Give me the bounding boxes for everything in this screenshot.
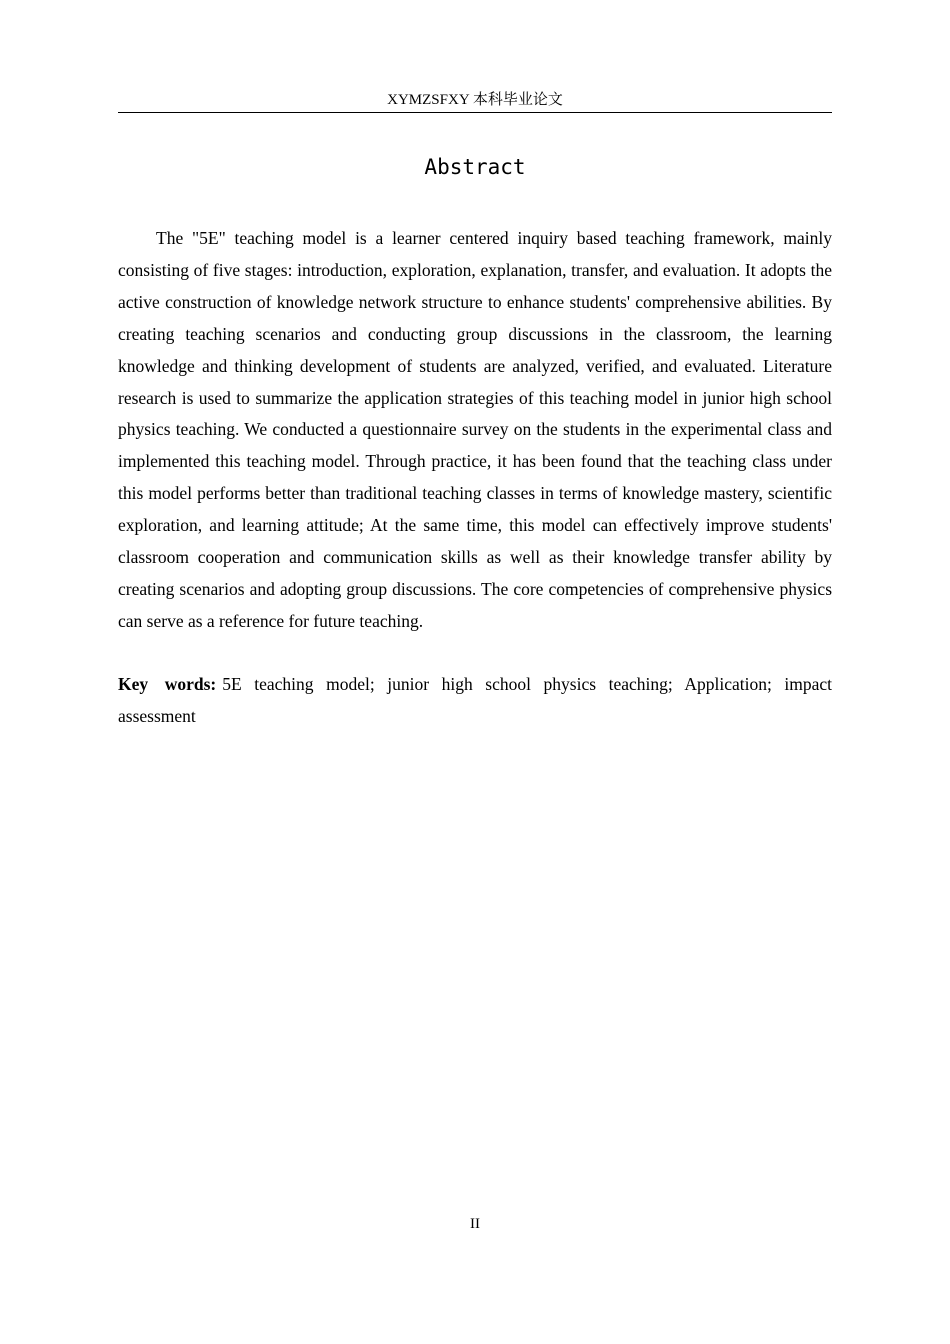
keywords-label: Key words: bbox=[118, 674, 217, 694]
header-divider bbox=[118, 112, 832, 113]
keywords-line bbox=[118, 669, 832, 733]
abstract-title: Abstract bbox=[424, 155, 526, 179]
page-number: II bbox=[470, 1216, 480, 1232]
abstract-paragraph: The "5E" teaching model is a learner centered inquiry based teaching framework, mainly consisting of five stages: introduction, exploration, explanation, transfer, and evaluation. It adopts the active construction of knowledge network structure to enhance students' comprehensive abilities. By creating teaching scenarios and conducting group discussions in the classroom, the learning knowledge and thinking development of students are analyzed, verified, and evaluated. Literature research is used to summarize the application strategies of this teaching model in junior high school physics teaching. We conducted a questionnaire survey on the students in the experimental class and implemented this teaching model. Through practice, it has been found that the teaching class under this model performs better than traditional teaching classes in terms of knowledge mastery, scientific exploration, and learning attitude; At the same time, this model can effectively improve students' classroom cooperation and communication skills as well as their knowledge transfer ability by creating scenarios and adopting group discussions. The core competencies of comprehensive physics can serve as a reference for future teaching. bbox=[118, 228, 832, 631]
running-header: XYMZSFXY 本科毕业论文 bbox=[387, 92, 563, 108]
keywords-text: 5E teaching model; junior high school physics teaching; Application; impact assessment bbox=[118, 674, 833, 726]
